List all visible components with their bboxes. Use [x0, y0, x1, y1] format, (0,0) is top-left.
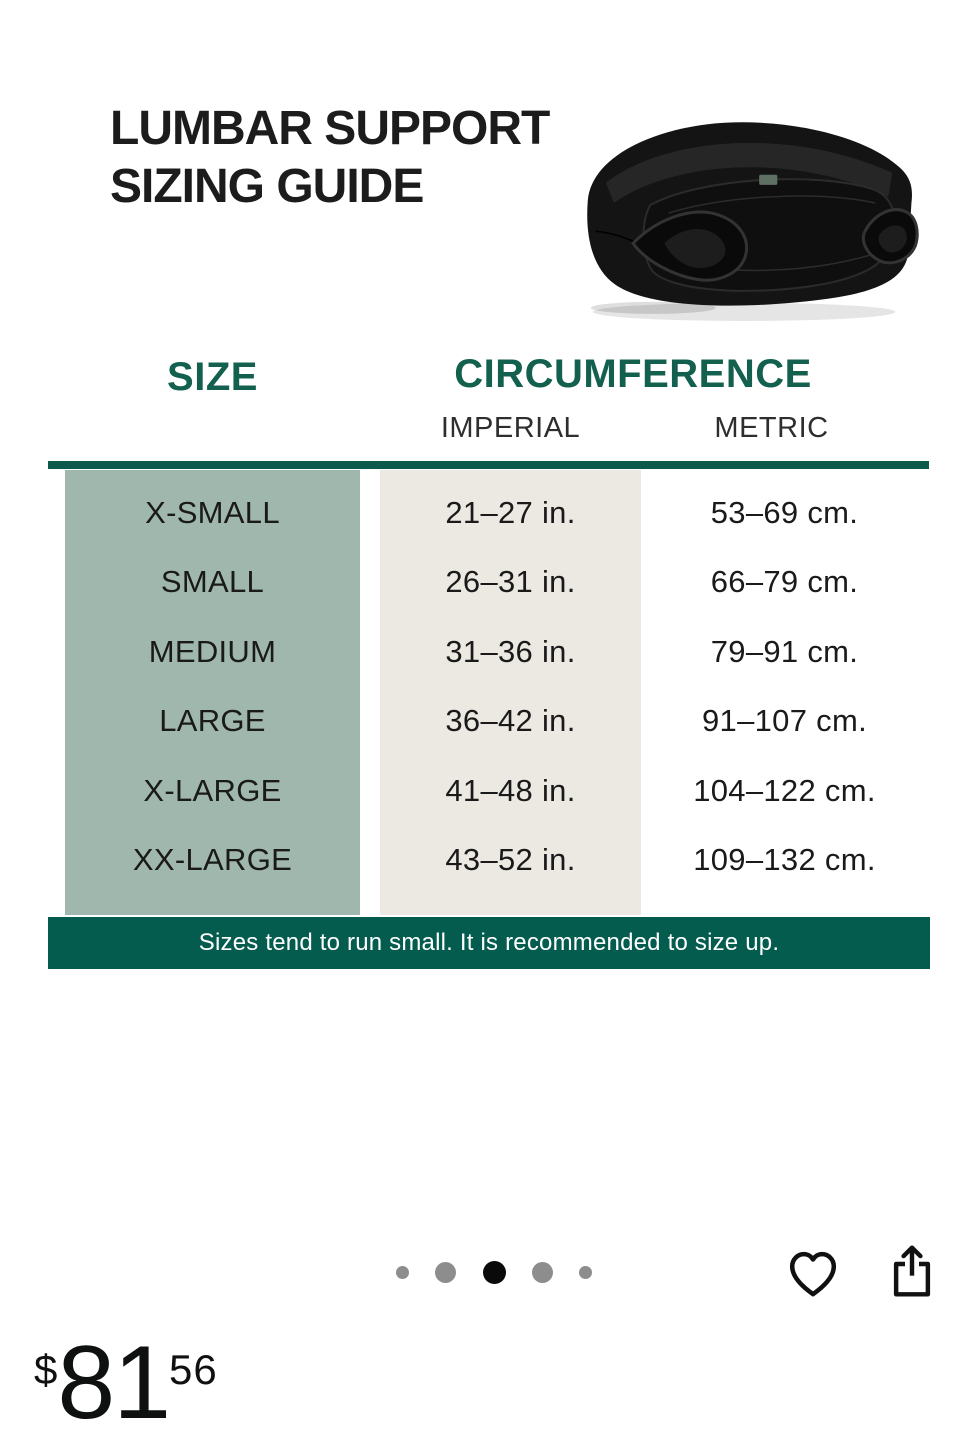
column-header-size: SIZE [167, 355, 258, 399]
metric-cell: 79–91 cm. [710, 633, 859, 669]
header-divider-rule [48, 461, 929, 469]
carousel-dot-active[interactable] [483, 1261, 506, 1284]
sizing-guide-title-line1: LUMBAR SUPPORT [110, 102, 550, 155]
table-row [0, 548, 976, 618]
subcolumn-header-metric: METRIC [714, 412, 829, 444]
table-row [0, 687, 976, 757]
carousel-dots [396, 1255, 592, 1289]
size-cell: XX-LARGE [132, 842, 293, 878]
imperial-cell: 26–31 in. [445, 564, 576, 600]
share-icon [884, 1240, 940, 1302]
metric-cell: 66–79 cm. [710, 564, 859, 600]
metric-cell: 91–107 cm. [702, 703, 867, 739]
table-row [0, 617, 976, 687]
belt-brand-label [759, 175, 777, 185]
imperial-cell: 36–42 in. [445, 703, 576, 739]
carousel-dot[interactable] [396, 1266, 409, 1279]
product-price [34, 1325, 218, 1440]
carousel-dot[interactable] [579, 1266, 592, 1279]
size-cell: MEDIUM [148, 633, 277, 669]
metric-cell: 104–122 cm. [693, 772, 876, 808]
carousel-dot[interactable] [532, 1262, 553, 1283]
size-cell: X-SMALL [145, 494, 280, 530]
size-cell: LARGE [159, 703, 266, 739]
subcolumn-header-imperial: IMPERIAL [440, 412, 581, 444]
carousel-dot[interactable] [435, 1262, 456, 1283]
price-fraction: 56 [169, 1346, 218, 1393]
table-row [0, 756, 976, 826]
size-cell: X-LARGE [143, 772, 282, 808]
size-cell: SMALL [160, 564, 265, 600]
imperial-cell: 31–36 in. [445, 633, 576, 669]
imperial-cell: 41–48 in. [445, 772, 576, 808]
heart-outline-icon [781, 1240, 845, 1304]
table-row [0, 478, 976, 548]
price-currency-symbol: $ [34, 1346, 58, 1393]
size-up-note-banner: Sizes tend to run small. It is recommended to size up. [48, 917, 930, 969]
sizing-table [0, 470, 976, 915]
share-button[interactable] [884, 1240, 940, 1302]
sizing-guide-title-line2: SIZING GUIDE [110, 159, 424, 213]
lumbar-belt-photo [556, 82, 922, 324]
price-whole: 81 [57, 1325, 170, 1440]
imperial-cell: 43–52 in. [445, 842, 576, 878]
metric-cell: 109–132 cm. [693, 842, 876, 878]
column-header-circumference: CIRCUMFERENCE [454, 352, 812, 396]
sizing-guide-title [110, 100, 549, 215]
imperial-cell: 21–27 in. [445, 494, 576, 530]
table-row [0, 826, 976, 896]
wishlist-button[interactable] [781, 1240, 845, 1304]
metric-cell: 53–69 cm. [710, 494, 859, 530]
